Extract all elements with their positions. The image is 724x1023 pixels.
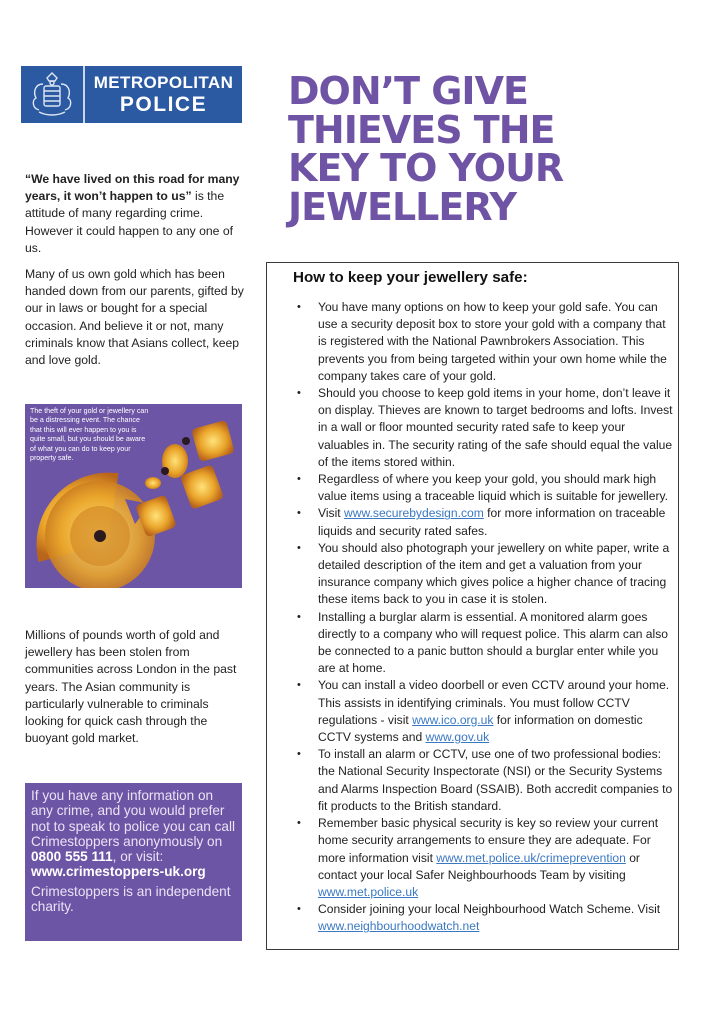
tip-text: Consider joining your local Neighbourhood Watch Scheme. Visit [318,902,661,917]
gold-paragraph: Many of us own gold which has been handed down from our parents, gifted by our in laws or bought for a special occasion. And believe it or not, many criminals know that Asians collect, keep and love gold. [25,267,244,368]
headline-line: KEY TO YOUR [288,146,564,190]
met-police-link[interactable]: www.met.police.uk [318,884,419,899]
crest-icon [21,66,83,123]
bullet-icon: • [297,507,301,520]
jewellery-image [25,404,242,588]
tip-item [287,471,675,505]
bullet-icon: • [297,610,301,623]
intro-paragraph [25,171,245,257]
tip-item [287,901,675,935]
headline-line: THIEVES THE [288,107,555,152]
bullet-icon: • [297,903,301,916]
gov-uk-link[interactable]: www.gov.uk [425,730,490,745]
tip-text: for information on domestic CCTV systems and [318,712,643,745]
tips-box [266,262,679,950]
metropolitan-police-logo [21,66,242,123]
bullet-icon: • [297,748,301,761]
tip-item [287,677,675,746]
tip-text: You can install a video doorbell or even CCTV around your home. This assists in identifying criminals. You must follow CCTV regulations - visit [318,678,670,727]
bullet-icon: • [297,541,301,554]
crimestoppers-url[interactable]: www.crimestoppers-uk.org [31,864,206,880]
ico-link[interactable]: www.ico.org.uk [412,712,494,727]
tip-item [287,540,675,609]
tip-text: Installing a burglar alarm is essential. A monitored alarm goes directly to a company who will request police. This alarm can also be connected to a panic button should a burglar enter while you are at home. [318,609,668,676]
met-crimeprevention-link[interactable]: www.met.police.uk/crimeprevention [436,850,626,865]
tip-item [287,746,675,815]
tip-text: To install an alarm or CCTV, use one of two professional bodies: the National Security Inspectorate (NSI) or the Security Systems and Alarms Inspection Board (SSAIB). Both accredit companies to fit products to the British standard. [318,747,673,813]
neighbourhoodwatch-link[interactable]: www.neighbourhoodwatch.net [318,919,480,934]
bullet-icon: • [297,679,301,692]
tips-title: How to keep your jewellery safe: [293,269,528,286]
tip-text: Visit [318,506,344,521]
crimestoppers-text: If you have any information on any crime, and you would prefer not to speak to police you can call Crimestoppers anonymously on [31,788,236,849]
crimestoppers-box [25,783,242,941]
bullet-icon: • [297,817,301,830]
crimestoppers-text-2: , or visit: [112,849,164,865]
headline-line: JEWELLERY [288,184,517,229]
crimestoppers-footer: Crimestoppers is an independent charity. [31,883,231,915]
headline-line: DON’T GIVE [288,69,528,113]
tip-item [287,385,675,471]
tip-item [287,505,675,539]
intro-quote: “We have lived on this road for many years, it won’t happen to us” [25,172,240,204]
bullet-icon: • [297,387,301,400]
tip-text: Regardless of where you keep your gold, you should mark high value items using a traceable liquid which is suitable for jewellery. [318,472,668,504]
bullet-icon: • [297,301,301,313]
tip-text: Should you choose to keep gold items in your home, don’t leave it on display. Thieves are known to target bedrooms and lofts. Invest in a wall or floor mounted security rated safe to keep your valuables in. The security rating of the safe should equal the value of the items stored within. [318,386,673,469]
crimestoppers-phone: 0800 555 111 [31,849,113,865]
intro-rest: is the attitude of many regarding crime. However it could happen to any one of us. [25,189,234,255]
tip-text: You have many options on how to keep your gold safe. You can use a security deposit box to store your gold with a company that is registered with the National Pawnbrokers Association. This prevents you from being targeted within your own home while the company takes care of your gold. [318,300,667,383]
tips-list [287,299,675,936]
bullet-icon: • [297,473,301,486]
tip-text: for more information on traceable liquids and security rated safes. [318,506,666,538]
tip-item [287,815,675,901]
millions-paragraph: Millions of pounds worth of gold and jewellery has been stolen from communities across London in the past years. The Asian community is particularly vulnerable to criminals looking for quick cash through the buoyant gold market. [25,628,237,746]
tip-text: Remember basic physical security is key so review your current home security arrangements to ensure they are adequate. For more information visit [318,816,659,865]
image-caption: The theft of your gold or jewellery can be a distressing event. The chance that this will ever happen to you is quite small, but you should be aware of what you can do to keep your property safe. [30,407,149,463]
securebydesign-link[interactable]: www.securebydesign.com [344,506,484,521]
tip-item [287,609,675,678]
logo-text-police: POLICE [119,92,208,116]
tip-item [287,299,675,385]
logo-text-metropolitan: METROPOLITAN [93,72,234,92]
tip-text: You should also photograph your jewellery on white paper, write a detailed description of the item and get a valuation from your insurance company which gives police a higher chance of tracing these items back to you in case it is stolen. [318,540,670,607]
tip-text: or contact your local Safer Neighbourhoods Team by visiting [318,850,640,882]
page-headline [288,69,608,229]
